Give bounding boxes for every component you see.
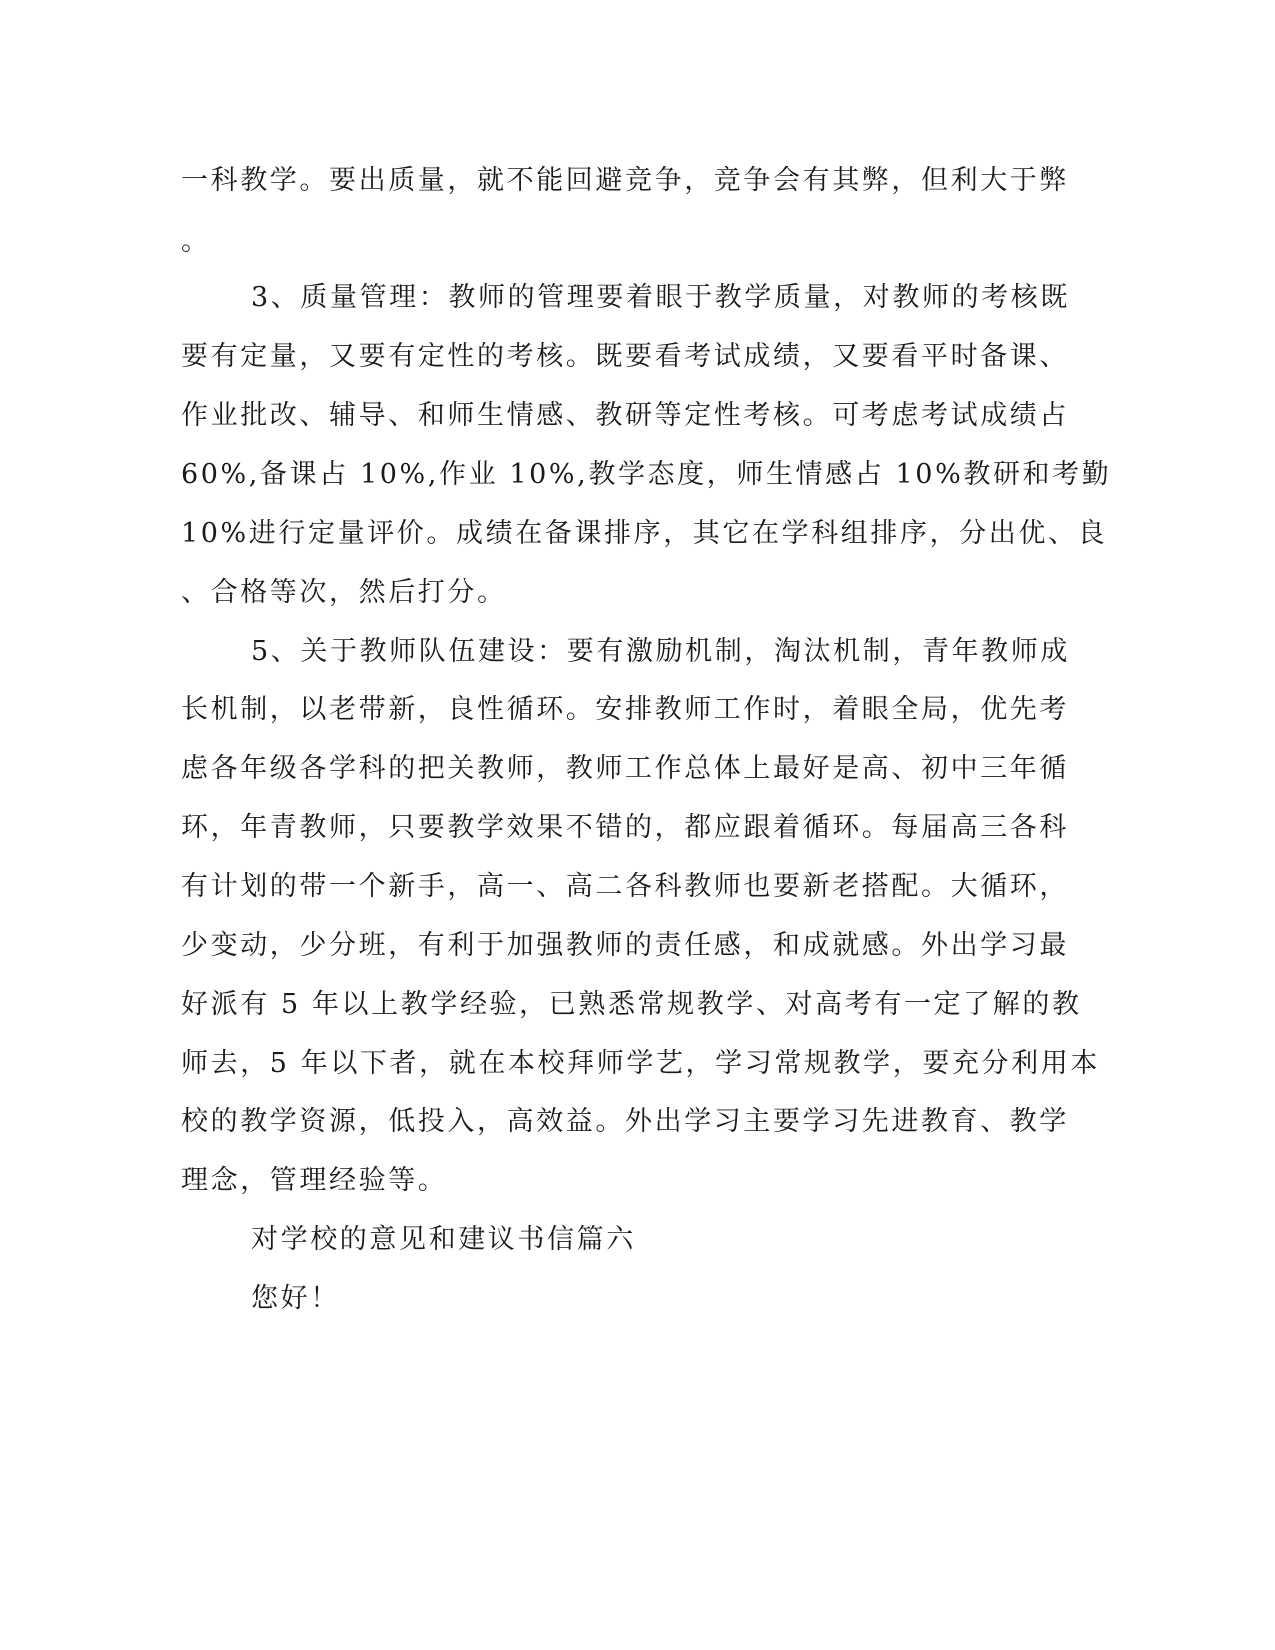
text-line: 有计划的带一个新手，高一、高二各科教师也要新老搭配。大循环， [181,871,1069,902]
greeting: 您好！ [251,1283,340,1314]
text-line: 。 [181,226,211,257]
text-line: 10%进行定量评价。成绩在备课排序，其它在学科组排序，分出优、良 [181,518,1108,549]
paragraph-3-start: 3、质量管理：教师的管理要着眼于教学质量，对教师的考核既 [251,282,1070,313]
text-line: 少变动，少分班，有利于加强教师的责任感，和成就感。外出学习最 [181,930,1069,961]
text-line: 60%,备课占 10%,作业 10%,教学态度，师生情感占 10%教研和考勤 [181,459,1112,490]
text-line: 要有定量，又要有定性的考核。既要看考试成绩，又要看平时备课、 [181,341,1069,372]
text-line: 好派有 5 年以上教学经验，已熟悉常规教学、对高考有一定了解的教 [181,989,1082,1020]
text-line: 、合格等次，然后打分。 [181,577,507,608]
text-line: 虑各年级各学科的把关教师，教师工作总体上最好是高、初中三年循 [181,753,1069,784]
text-line: 理念，管理经验等。 [181,1165,448,1196]
text-line: 环，年青教师，只要教学效果不错的，都应跟着循环。每届高三各科 [181,812,1069,843]
paragraph-5-start: 5、关于教师队伍建设：要有激励机制，淘汰机制，青年教师成 [251,636,1070,667]
text-line: 师去，5 年以下者，就在本校拜师学艺，学习常规教学，要充分利用本 [181,1048,1100,1079]
section-heading: 对学校的意见和建议书信篇六 [251,1224,636,1255]
text-line: 长机制，以老带新，良性循环。安排教师工作时，着眼全局，优先考 [181,694,1069,725]
text-line: 一科教学。要出质量，就不能回避竞争，竞争会有其弊，但利大于弊 [181,165,1069,196]
text-line: 作业批改、辅导、和师生情感、教研等定性考核。可考虑考试成绩占 [181,400,1069,431]
text-line: 校的教学资源，低投入，高效益。外出学习主要学习先进教育、教学 [181,1106,1069,1137]
